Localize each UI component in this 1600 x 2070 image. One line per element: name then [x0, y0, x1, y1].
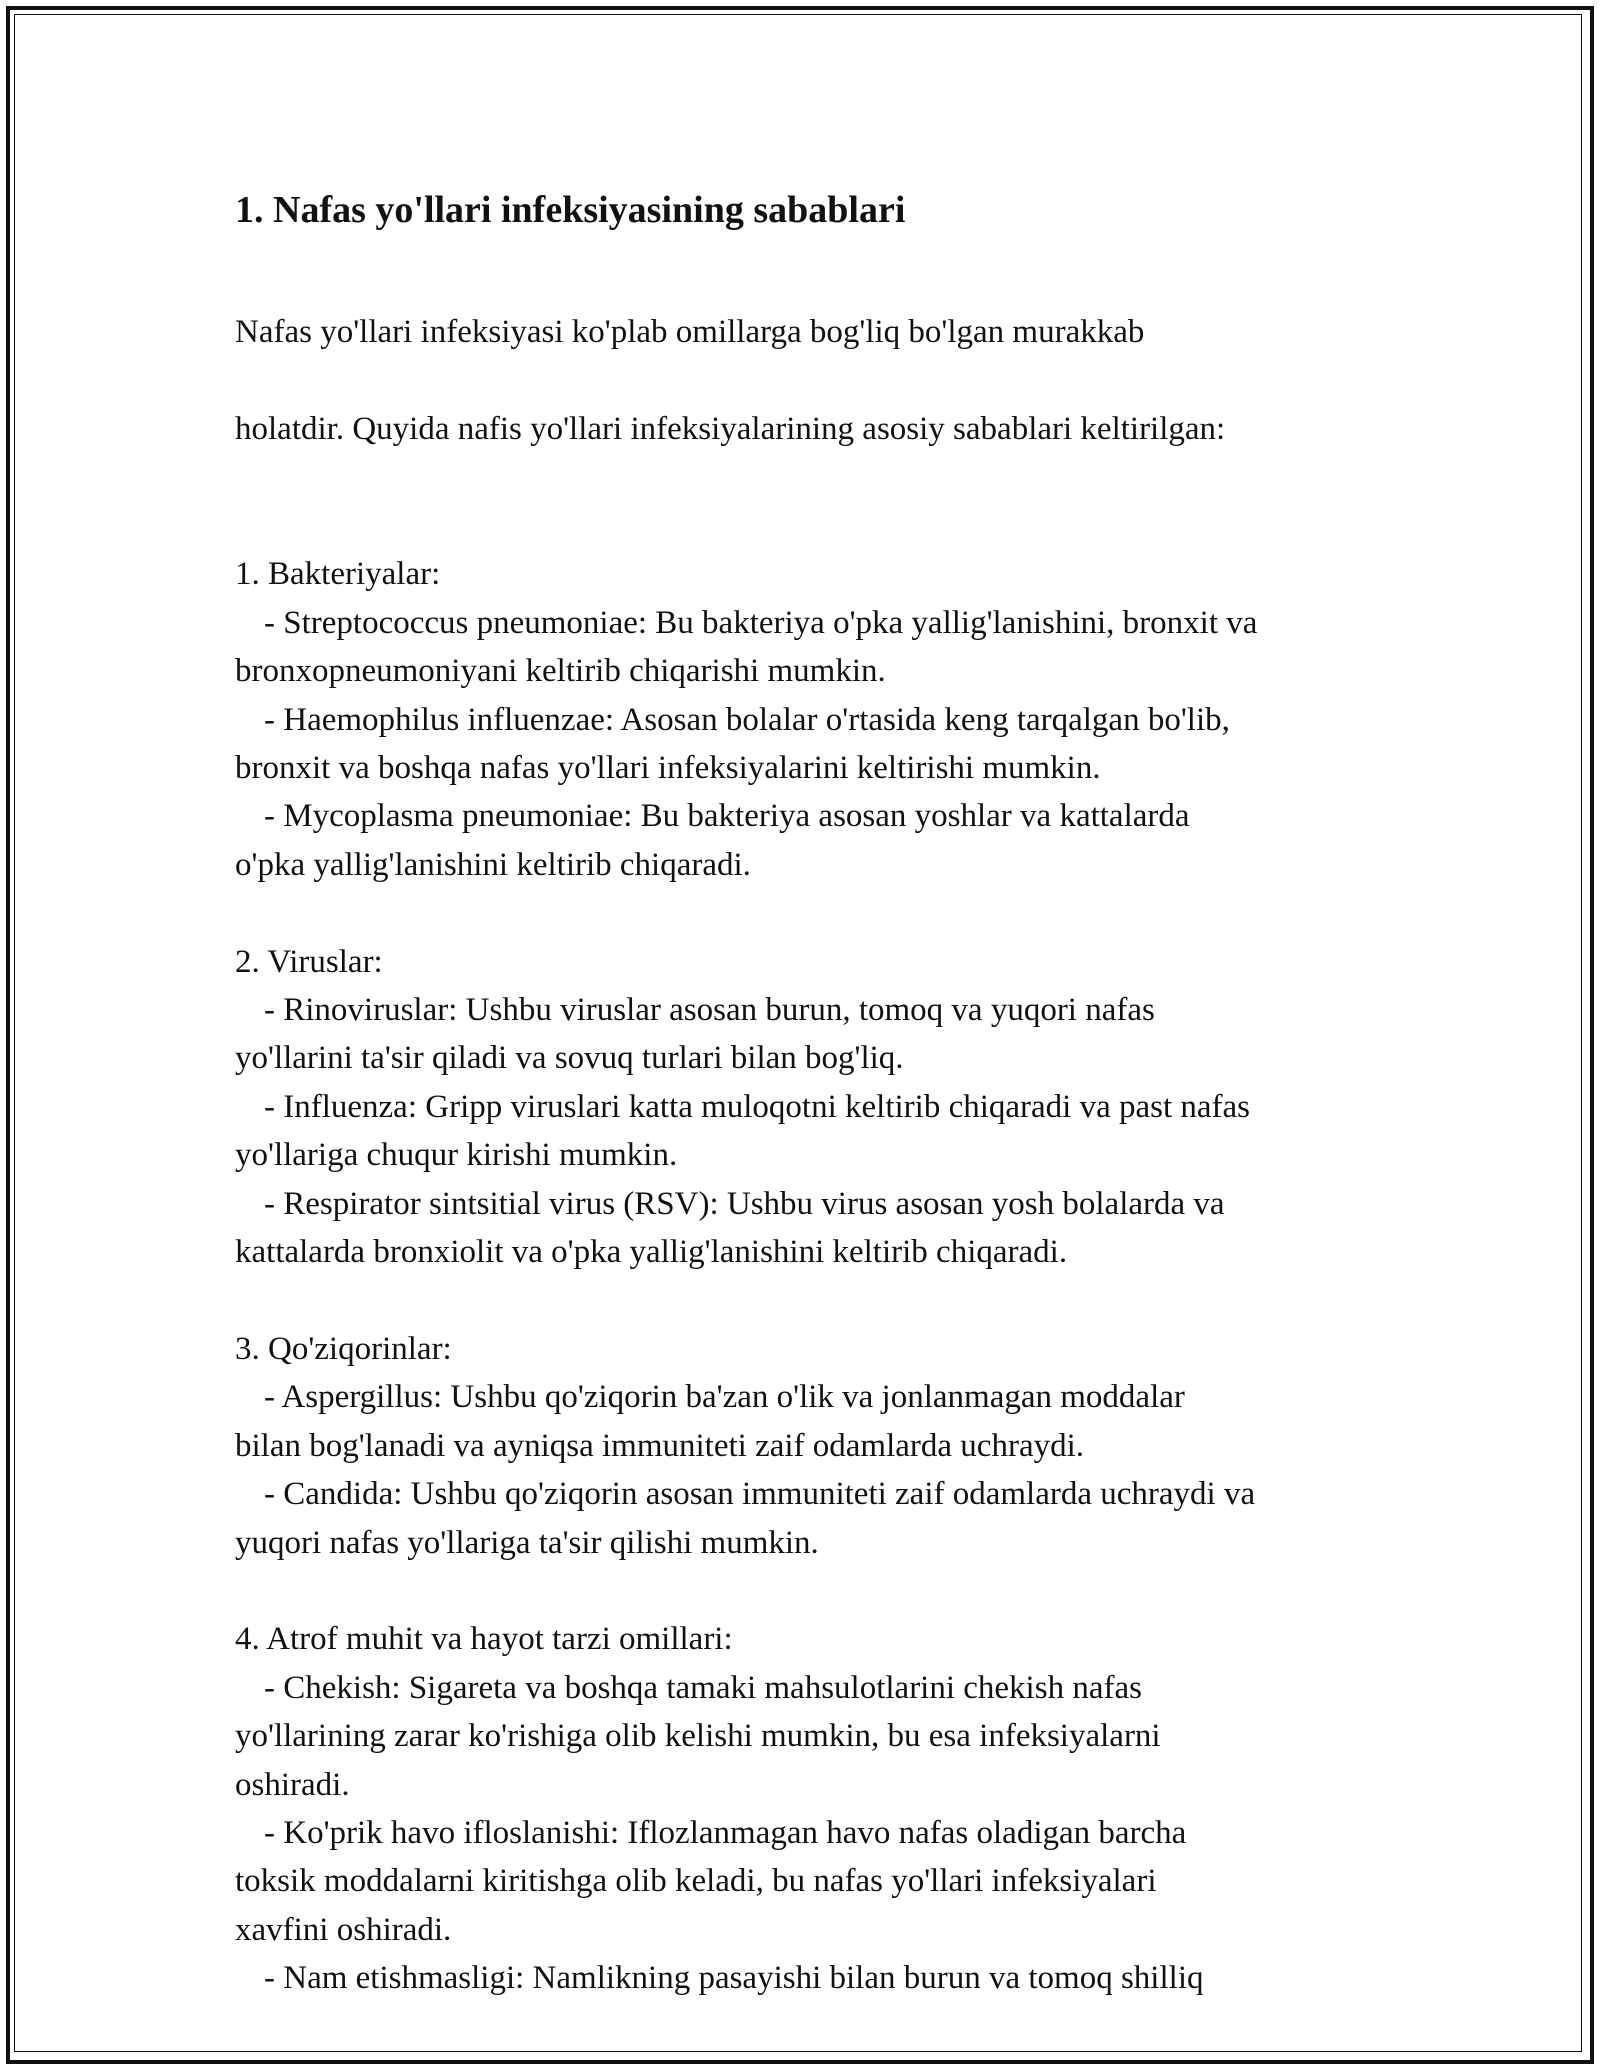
- paragraph-gap: [235, 502, 1385, 550]
- list-item: [235, 1954, 1385, 2002]
- section-title: 1. Bakteriyalar:: [235, 556, 441, 593]
- list-item-first-line: - Streptococcus pneumoniae: Bu bakteriya o'pka yallig'lanishini, bronxit va: [264, 604, 1258, 641]
- intro-line: holatdir. Quyida nafis yo'llari infeksiyalarining asosiy sabablari keltirilgan:: [235, 411, 1226, 448]
- list-item-continuation: o'pka yallig'lanishini keltirib chiqaradi.: [235, 846, 751, 883]
- list-item: [235, 1470, 1385, 1567]
- list-item-first-line: - Nam etishmasligi: Namlikning pasayishi bilan burun va tomoq shilliq: [264, 1960, 1204, 1997]
- list-item: [235, 1809, 1385, 1954]
- list-item: [235, 792, 1385, 889]
- list-item-continuation: oshiradi.: [235, 1766, 350, 1803]
- list-item: [235, 696, 1385, 793]
- list-item-first-line: - Chekish: Sigareta va boshqa tamaki mahsulotlarini chekish nafas: [264, 1669, 1142, 1706]
- list-item-continuation: kattalarda bronxiolit va o'pka yallig'lanishini keltirib chiqaradi.: [235, 1234, 1068, 1271]
- list-item-first-line: - Aspergillus: Ushbu qo'ziqorin ba'zan o'lik va jonlanmagan moddalar: [264, 1379, 1185, 1416]
- paragraph-gap: [235, 1277, 1385, 1325]
- intro-line: Nafas yo'llari infeksiyasi ko'plab omillarga bog'liq bo'lgan murakkab: [235, 314, 1145, 351]
- list-item: [235, 1664, 1385, 1809]
- list-item-first-line: - Mycoplasma pneumoniae: Bu bakteriya asosan yoshlar va kattalarda: [264, 798, 1190, 835]
- list-item-continuation: yo'llariga chuqur kirishi mumkin.: [235, 1137, 678, 1174]
- section-title: 3. Qo'ziqorinlar:: [235, 1330, 452, 1367]
- list-item-first-line: - Haemophilus influenzae: Asosan bolalar o'rtasida keng tarqalgan bo'lib,: [264, 701, 1230, 738]
- section-4: [235, 1567, 1385, 2003]
- section-title: 2. Viruslar:: [235, 943, 383, 980]
- list-item: [235, 599, 1385, 696]
- list-item-continuation: yo'llarining zarar ko'rishiga olib kelishi mumkin, bu esa infeksiyalarni: [235, 1718, 1161, 1755]
- list-item: [235, 1180, 1385, 1277]
- list-item-continuation: yuqori nafas yo'llariga ta'sir qilishi mumkin.: [235, 1524, 819, 1561]
- list-item-first-line: - Candida: Ushbu qo'ziqorin asosan immuniteti zaif odamlarda uchraydi va: [264, 1476, 1256, 1513]
- list-item-first-line: - Respirator sintsitial virus (RSV): Ushbu virus asosan yosh bolalarda va: [264, 1185, 1225, 1222]
- document-body: [235, 186, 1385, 2003]
- section-2: [235, 889, 1385, 1276]
- list-item-first-line: - Rinoviruslar: Ushbu viruslar asosan burun, tomoq va yuqori nafas: [264, 992, 1155, 1029]
- list-item-continuation: yo'llarini ta'sir qiladi va sovuq turlari bilan bog'liq.: [235, 1040, 904, 1077]
- document-heading: 1. Nafas yo'llari infeksiyasining sabablari: [235, 189, 906, 231]
- intro-paragraph: [235, 260, 1385, 502]
- section-3: [235, 1277, 1385, 1567]
- list-item-continuation: bronxit va boshqa nafas yo'llari infeksiyalarini keltirishi mumkin.: [235, 750, 1101, 787]
- paragraph-gap: [235, 889, 1385, 937]
- list-item: [235, 986, 1385, 1083]
- section-1: [235, 502, 1385, 889]
- list-item-first-line: - Ko'prik havo ifloslanishi: Iflozlanmagan havo nafas oladigan barcha: [264, 1814, 1187, 1851]
- list-item-continuation: bronxopneumoniyani keltirib chiqarishi mumkin.: [235, 653, 886, 690]
- list-item-continuation: bilan bog'lanadi va ayniqsa immuniteti zaif odamlarda uchraydi.: [235, 1427, 1085, 1464]
- list-item: [235, 1083, 1385, 1180]
- paragraph-gap: [235, 1567, 1385, 1615]
- sections-container: [235, 502, 1385, 2003]
- section-title: 4. Atrof muhit va hayot tarzi omillari:: [235, 1621, 733, 1658]
- list-item-continuation: xavfini oshiradi.: [235, 1911, 452, 1948]
- list-item: [235, 1373, 1385, 1470]
- list-item-continuation: toksik moddalarni kiritishga olib keladi, bu nafas yo'llari infeksiyalari: [235, 1863, 1157, 1900]
- list-item-first-line: - Influenza: Gripp viruslari katta muloqotni keltirib chiqaradi va past nafas: [264, 1088, 1251, 1125]
